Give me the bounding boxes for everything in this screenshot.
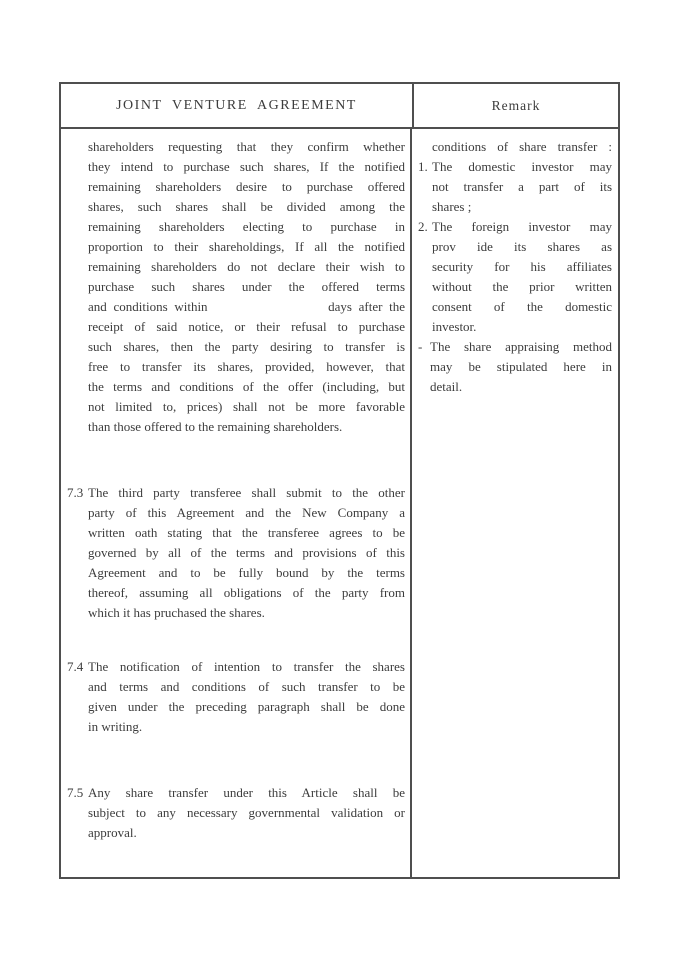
header-cell-title	[61, 84, 414, 127]
agreement-table	[59, 82, 620, 879]
text-line: than those offered to the remaining shareholders.	[88, 419, 343, 434]
text-line: the terms and conditions of the offer (including, but	[88, 379, 405, 394]
text-line: governed by all of the terms and provisions of this	[88, 545, 405, 560]
text-line: remaining shareholders electing to purchase in	[88, 219, 405, 234]
section-7-4	[67, 657, 405, 737]
remark-cell	[412, 129, 618, 877]
text-line: purchase such shares under the offered terms	[88, 279, 405, 294]
text-line: not limited to, prices) shall not be more favorable	[88, 399, 405, 414]
text-line: consent of the domestic	[432, 299, 612, 314]
section-text	[88, 657, 405, 737]
document-title: JOINT VENTURE AGREEMENT	[116, 97, 357, 113]
text-line: The domestic investor may	[432, 159, 612, 174]
section-number: 7.4	[67, 659, 84, 674]
text-line: they intend to purchase such shares, If the notified	[88, 159, 405, 174]
text-line: shares, such shares shall be divided among the	[88, 199, 405, 214]
text-line: detail.	[430, 379, 463, 394]
remark-dash-note	[418, 337, 612, 397]
text-line: not transfer a part of its	[432, 179, 612, 194]
text-line: Agreement and to be fully bound by the terms	[88, 565, 405, 580]
text-line: such shares, then the party desiring to transfer is	[88, 339, 405, 354]
section-number: 7.3	[67, 485, 84, 500]
text-line: proportion to their shareholdings, If all the notified	[88, 239, 405, 254]
text-line: shares ;	[432, 199, 472, 214]
section-7-3	[67, 483, 405, 623]
text-line: Any share transfer under this Article shall be	[88, 785, 405, 800]
section-text	[88, 783, 405, 843]
continuation-paragraph	[88, 137, 405, 437]
text-line: remaining shareholders desire to purchase offered	[88, 179, 405, 194]
remark-column-title: Remark	[491, 97, 541, 113]
text-line: prov ide its shares as	[432, 239, 612, 254]
text-line: and terms and conditions of such transfer to be	[88, 679, 405, 694]
remark-item-number: 2.	[418, 219, 428, 234]
header-cell-remark	[414, 84, 618, 127]
remark-item-text	[432, 217, 612, 337]
text-line: shareholders requesting that they confirm whether	[88, 139, 405, 154]
table-header-row	[61, 84, 618, 129]
text-line: which it has pruchased the shares.	[88, 605, 265, 620]
remark-intro-line: conditions of share transfer :	[432, 139, 612, 154]
text-line: party of this Agreement and the New Company a	[88, 505, 405, 520]
remark-item-1	[418, 157, 612, 217]
text-line: investor.	[432, 319, 477, 334]
text-line: and conditions within days after the	[88, 299, 405, 314]
text-line: The share appraising method	[430, 339, 612, 354]
dash-marker: -	[418, 339, 423, 354]
text-line: remaining shareholders do not declare their wish to	[88, 259, 405, 274]
section-text	[88, 483, 405, 623]
remark-item-number: 1.	[418, 159, 428, 174]
remark-item-text	[432, 157, 612, 217]
section-7-5	[67, 783, 405, 843]
text-line: given under the preceding paragraph shall be done	[88, 699, 405, 714]
text-line: free to transfer its shares, provided, however, that	[88, 359, 405, 374]
text-line: approval.	[88, 825, 137, 840]
text-line: The notification of intention to transfer the shares	[88, 659, 405, 674]
text-line: receipt of said notice, or their refusal to purchase	[88, 319, 405, 334]
text-line: The third party transferee shall submit to the other	[88, 485, 405, 500]
text-line: in writing.	[88, 719, 143, 734]
text-line: subject to any necessary governmental validation or	[88, 805, 405, 820]
text-line: The foreign investor may	[432, 219, 612, 234]
text-line: may be stipulated here in	[430, 359, 612, 374]
table-body-row	[61, 129, 618, 877]
text-line: thereof, assuming all obligations of the party from	[88, 585, 405, 600]
text-line: without the prior written	[432, 279, 612, 294]
main-text-cell	[61, 129, 412, 877]
text-line: written oath stating that the transferee agrees to be	[88, 525, 405, 540]
dash-note-text	[430, 337, 612, 397]
text-line: security for his affiliates	[432, 259, 612, 274]
remark-item-2	[418, 217, 612, 337]
section-number: 7.5	[67, 785, 84, 800]
